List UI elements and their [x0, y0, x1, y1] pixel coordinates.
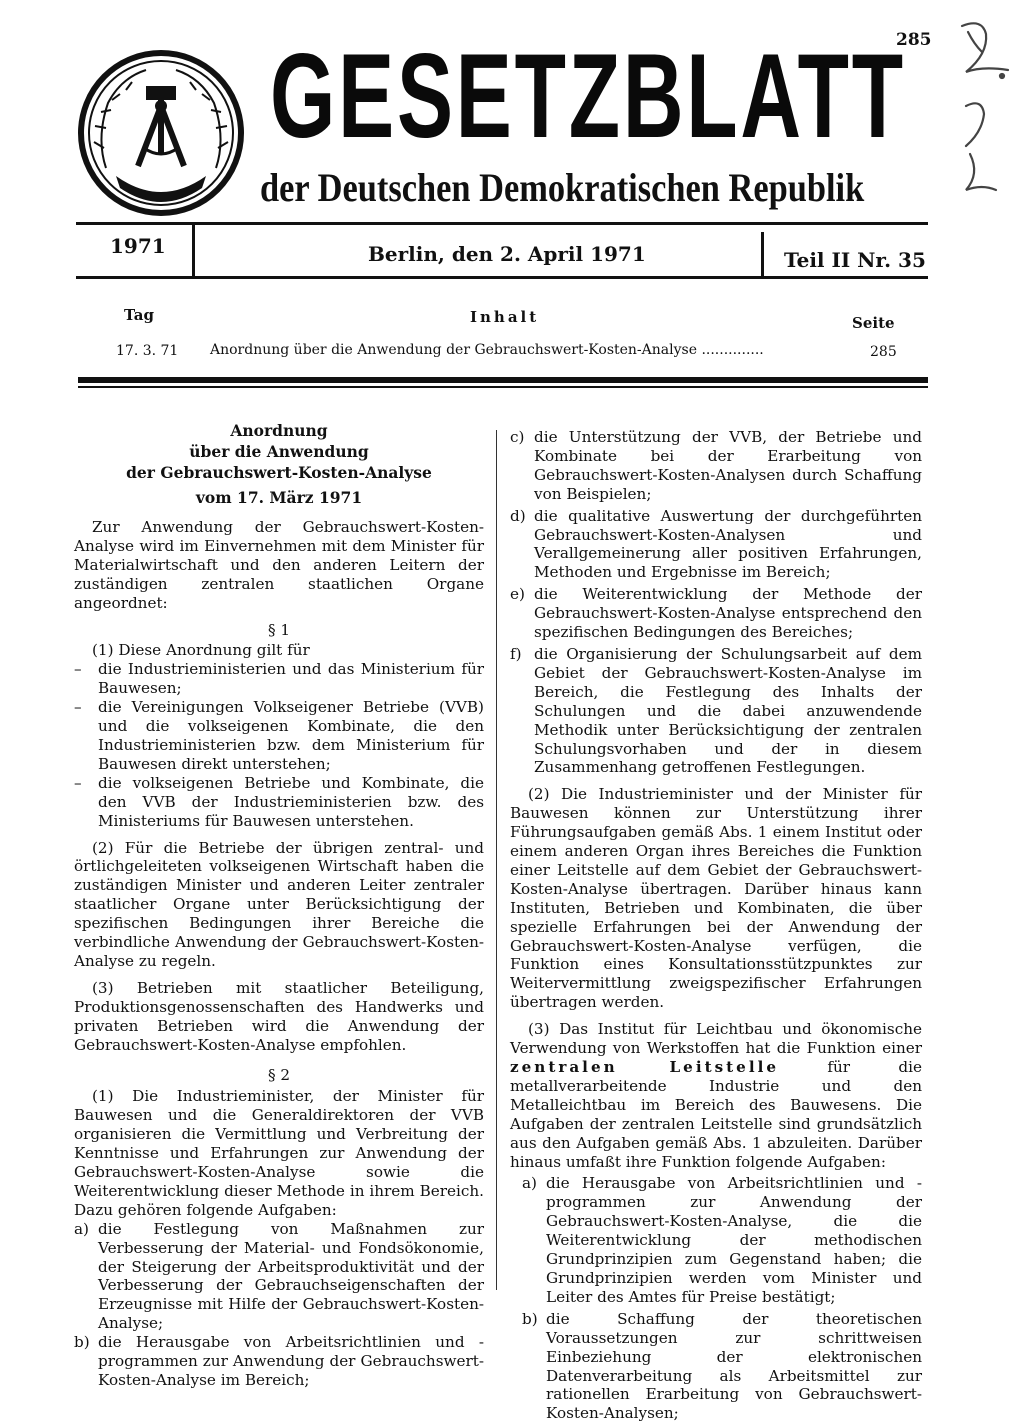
dash-marker: – [74, 698, 82, 717]
heading-line: der Gebrauchswert-Kosten-Analyse [126, 463, 432, 482]
list-marker: a) [74, 1219, 89, 1238]
list-item [510, 1174, 922, 1306]
list-item-text: die Vereinigungen Volkseigener Betriebe (VVB) und die volkseigenen Kombinate, die den Industrieministerien bzw. dem Ministerium für Bauwesen direkt unterstehen; [98, 698, 484, 773]
list-item [510, 645, 922, 777]
list-item-text: die Festlegung von Maßnahmen zur Verbesserung der Material- und Fondsökonomie, der Steigerung der Arbeitsproduktivität und der Verbesserung der Gebrauchseigenschaften der Erzeugnisse mit Hilfe der Gebrauchswert-Kosten-Analyse; [98, 1219, 484, 1333]
contents-entry-page: 285 [870, 344, 897, 360]
heading-line: über die Anwendung [189, 442, 369, 461]
column-separator [496, 430, 497, 1290]
list-item [74, 1333, 484, 1390]
issue-rule-bottom [76, 276, 928, 279]
section-rule [78, 377, 928, 383]
contents-page-header: Seite [852, 314, 895, 332]
paragraph: (2) Die Industrieminister und der Minister für Bauwesen können zur Unterstützung ihrer Führungsaufgaben gemäß Abs. 1 einem Institut oder einem anderen Organ ihres Bereiches die Funktion einer Leitstelle auf dem Gebiet der Gebrauchswert-Kosten-Analyse übertragen. Darüber hinaus kann Instituten, Betrieben und Kombinaten, die über spezielle Erfahrungen bei der Anwendung der Gebrauchswert-Kosten-Analyse verfügen, die Funktion eines Konsultationsstützpunktes zur Weitervermittlung zweigspezifischer Erfahrungen übertragen werden. [510, 785, 922, 1012]
gazette-title: GESETZBLATT [270, 29, 906, 163]
list-marker: b) [522, 1309, 538, 1328]
list-item-text: die volkseigenen Betriebe und Kombinate, die den VVB der Industrieministerien bzw. des Ministeriums für Bauwesen unterstehen. [98, 773, 484, 830]
list-marker: d) [510, 506, 526, 525]
issue-rule-top [76, 222, 928, 225]
issue-divider [761, 232, 764, 276]
page-number: 285 [896, 30, 932, 50]
issue-divider [192, 225, 195, 276]
list-marker: a) [522, 1174, 537, 1193]
dash-marker: – [74, 660, 82, 679]
paragraph-text: (3) Das Institut für Leichtbau und ökonomische Verwendung von Werkstoffen hat die Funktion einer [510, 1020, 922, 1058]
section-label: § 1 [267, 620, 291, 639]
handwritten-annotation [952, 14, 1016, 204]
list-item-text: die Organisierung der Schulungsarbeit auf dem Gebiet der Gebrauchswert-Kosten-Analyse im Bereich, die Festlegung des Inhalts der Schulungen und die dabei anzuwendende Methodik unter Berücksichtigung der zentralen Schulungsvorhaben und der in diesem Zusammenhang getroffenen Festlegungen. [534, 644, 922, 777]
list-item [510, 507, 922, 583]
right-column [510, 428, 922, 1423]
list-item [74, 698, 484, 774]
contents-entry-date: 17. 3. 71 [116, 343, 179, 359]
list-item-text: die Herausgabe von Arbeitsrichtlinien und -programmen zur Anwendung der Gebrauchswert-Kosten-Analyse, die die Weiterentwicklung der methodischen Grundprinzipien zum Gegenstand haben; die Grundprinzipien werden vom Minister und Leiter des Amtes für Preise bestätigt; [546, 1174, 922, 1306]
issue-year: 1971 [110, 234, 166, 258]
contents-title: Inhalt [470, 308, 540, 326]
state-emblem-icon [76, 48, 246, 218]
list-item [510, 1310, 922, 1423]
contents-entry-text: Anordnung über die Anwendung der Gebrauchswert-Kosten-Analyse .............. [210, 342, 764, 358]
paragraph: (3) Betrieben mit staatlicher Beteiligung, Produktionsgenossenschaften des Handwerks und privaten Betrieben wird die Anwendung der Gebrauchswert-Kosten-Analyse empfohlen. [74, 978, 484, 1054]
left-column [74, 420, 484, 1390]
gazette-subtitle: der Deutschen Demokratischen Republik [260, 165, 865, 210]
section-label: § 2 [267, 1066, 291, 1085]
heading-line: Anordnung [230, 421, 328, 440]
list-marker: f) [510, 644, 522, 663]
spaced-term: zentralen Leitstelle [510, 1058, 780, 1076]
list-marker: c) [510, 428, 525, 446]
list-item [74, 1220, 484, 1333]
paragraph: (2) Für die Betriebe der übrigen zentral- und örtlichgeleiteten volkseigenen Wirtschaft haben die zuständigen Minister und anderen Leiter zentraler staatlicher Organe unter Berücksichtigung der spezifischen Bedingungen ihrer Bereiche die verbindliche Anwendung der Gebrauchswert-Kosten-Analyse zu regeln. [74, 838, 484, 970]
list-item-text: die Schaffung der theoretischen Voraussetzungen zur schrittweisen Einbeziehung der elektronischen Datenverarbeitung als Arbeitsmittel zur rationellen Erarbeitung von Gebrauchswert-Kosten-Analysen; [546, 1309, 922, 1423]
paragraph: (1) Diese Anordnung gilt für [92, 641, 310, 660]
list-item-text: die Herausgabe von Arbeitsrichtlinien und -programmen zur Anwendung der Gebrauchswert-Kosten-Analyse im Bereich; [98, 1333, 484, 1389]
list-item-text: die Industrieministerien und das Ministerium für Bauwesen; [98, 660, 484, 698]
list-item [510, 428, 922, 504]
paragraph [510, 1020, 922, 1171]
list-item [74, 774, 484, 831]
decree-heading [74, 420, 484, 508]
issue-date: Berlin, den 2. April 1971 [368, 242, 646, 266]
list-item [510, 585, 922, 642]
list-item-text: die qualitative Auswertung der durchgeführten Gebrauchswert-Kosten-Analysen und Verallgemeinerung aller positiven Erfahrungen, Methoden und Ergebnisse im Bereich; [534, 506, 922, 582]
list-item [74, 660, 484, 698]
preamble: Zur Anwendung der Gebrauchswert-Kosten-Analyse wird im Einvernehmen mit dem Minister für Materialwirtschaft und den anderen Leitern der zuständigen zentralen staatlichen Organe angeordnet: [74, 518, 484, 612]
section-rule [78, 386, 928, 388]
list-marker: b) [74, 1333, 90, 1352]
paragraph: (1) Die Industrieminister, der Minister für Bauwesen und die Generaldirektoren der VVB organisieren die Vermittlung und Verbreitung der Kenntnisse und Erfahrungen zur Anwendung der Gebrauchswert-Kosten-Analyse sowie die Weiterentwicklung dieser Methode in ihrem Bereich. Dazu gehören folgende Aufgaben: [74, 1087, 484, 1219]
list-item-text: die Unterstützung der VVB, der Betriebe und Kombinate bei der Erarbeitung von Gebrauchswert-Kosten-Analysen durch Schaffung von Beispielen; [534, 428, 922, 503]
paragraph-text: für die metallverarbeitende Industrie und den Metalleichtbau im Bereich des Bauwesens. Die Aufgaben der zentralen Leitstelle sind grundsätzlich aus den Aufgaben gemäß Abs. 1 abzuleiten. Darüber hinaus umfaßt ihre Funktion folgende Aufgaben: [510, 1058, 922, 1171]
dash-marker: – [74, 773, 82, 792]
list-item-text: die Weiterentwicklung der Methode der Gebrauchswert-Kosten-Analyse entsprechend den spezifischen Bedingungen des Bereiches; [534, 585, 922, 642]
issue-part-number: Teil II Nr. 35 [784, 248, 926, 272]
heading-date: vom 17. März 1971 [195, 488, 363, 507]
contents-day-header: Tag [124, 306, 154, 324]
list-marker: e) [510, 585, 525, 604]
